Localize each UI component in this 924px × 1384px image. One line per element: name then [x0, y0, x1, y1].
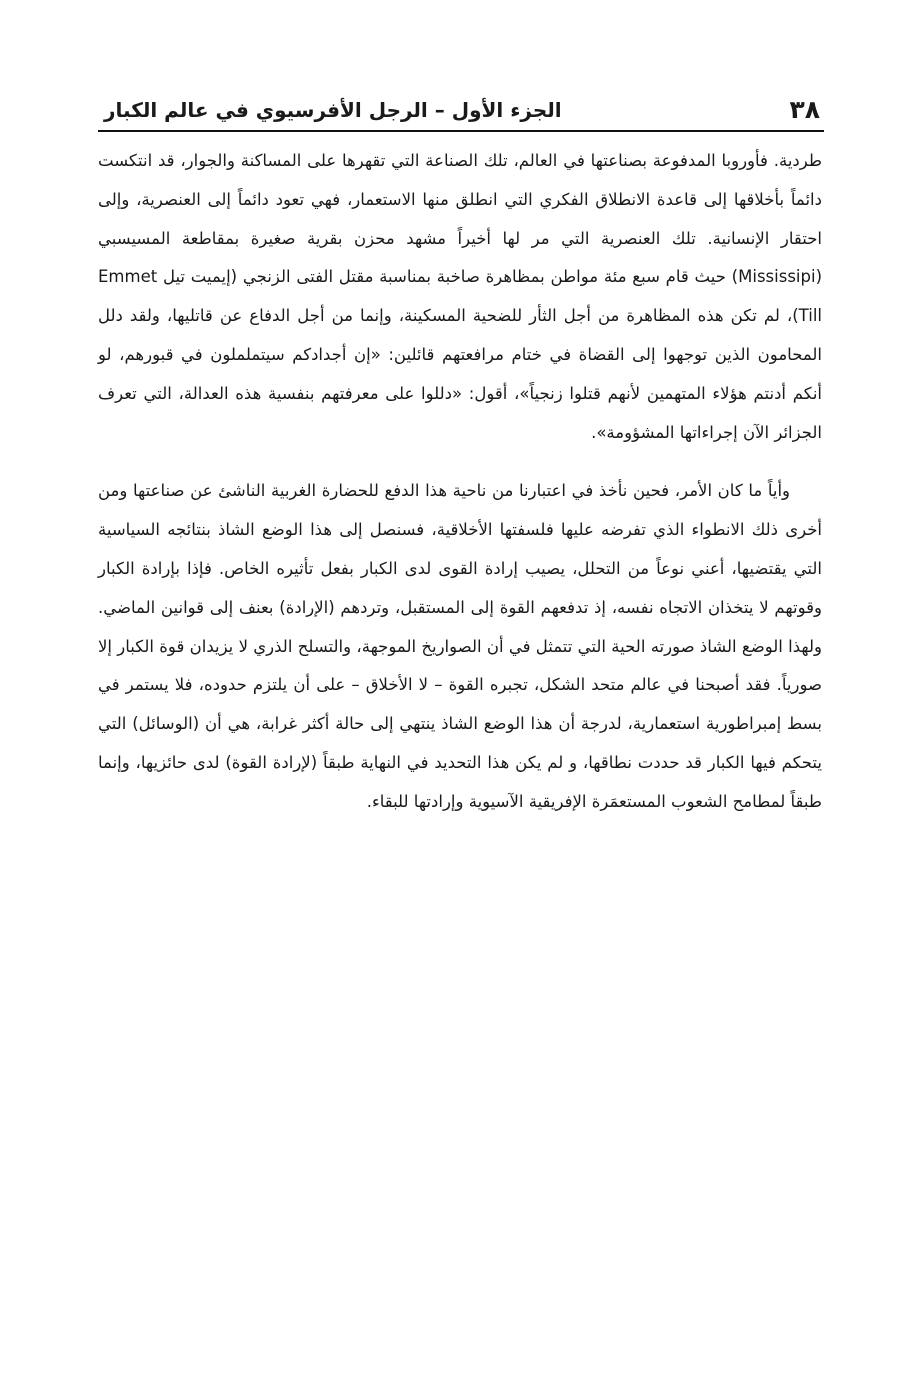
paragraph: طردية. فأوروبا المدفوعة بصناعتها في العالم، تلك الصناعة التي تقهرها على المساكنة والجوار، قد انتكست دائماً بأخلاقها إلى قاعدة الانطلاق الفكري التي انطلق منها الاستعمار، فهي تعود دائماً إلى العنصرية، وإلى احتقار الإنسانية. تلك العنصرية التي مر لها أخيراً مشهد محزن بقرية صغيرة بمقاطعة المسيسبي (Mississipi) حيث قام سبع مئة مواطن بمظاهرة صاخبة بمناسبة مقتل الفتى الزنجي (إيميت تيل Emmet Till)، لم تكن هذه المظاهرة من أجل الثأر للضحية المسكينة، وإنما من أجل الدفاع عن قاتليها، ولقد دلل المحامون الذين توجهوا إلى القضاة في ختام مرافعتهم قائلين: «إن أجدادكم سيتململون في قبورهم، لو أنكم أدنتم هؤلاء المتهمين لأنهم قتلوا زنجياً»، أقول: «دللوا على معرفتهم بنفسية هذه العدالة، التي تعرف الجزائر الآن إجراءاتها المشؤومة».: [98, 151, 822, 442]
page-header: [98, 86, 824, 126]
page-number: ٣٨: [789, 95, 820, 124]
paragraph: وأياً ما كان الأمر، فحين نأخذ في اعتبارنا من ناحية هذا الدفع للحضارة الغربية الناشئ عن صناعتها ومن أخرى ذلك الانطواء الذي تفرضه عليها فلسفتها الأخلاقية، فسنصل إلى هذا الوضع الشاذ بنتائجه السياسية التي يقتضيها، أعني نوعاً من التحلل، يصيب إرادة القوى لدى الكبار بفعل تأثيره الخاص. فإذا بإرادة الكبار وقوتهم لا يتخذان الاتجاه نفسه، إذ تدفعهم القوة إلى المستقبل، وتردهم (الإرادة) بعنف إلى قوانين الماضي. ولهذا الوضع الشاذ صورته الحية التي تتمثل في أن الصواريخ الموجهة، والتسلح الذري لا يزيدان قوة الكبار إلا صورياً. فقد أصبحنا في عالم متحد الشكل، تجبره القوة – لا الأخلاق – على أن يلتزم حدوده، فلا يستمر في بسط إمبراطورية استعمارية، لدرجة أن هذا الوضع الشاذ ينتهي إلى حالة أكثر غرابة، هي أن (الوسائل) التي يتحكم فيها الكبار قد حددت نطاقها، و لم يكن هذا التحديد في النهاية طبقاً (لإرادة القوة) لدى حائزيها، وإنما طبقاً لمطامح الشعوب المستعمَرة الإفريقية الآسيوية وإرادتها للبقاء.: [98, 481, 822, 811]
body-text: [98, 142, 822, 822]
running-title: الجزء الأول – الرجل الأفرسيوي في عالم الكبار: [104, 98, 562, 122]
header-rule: [98, 130, 824, 132]
